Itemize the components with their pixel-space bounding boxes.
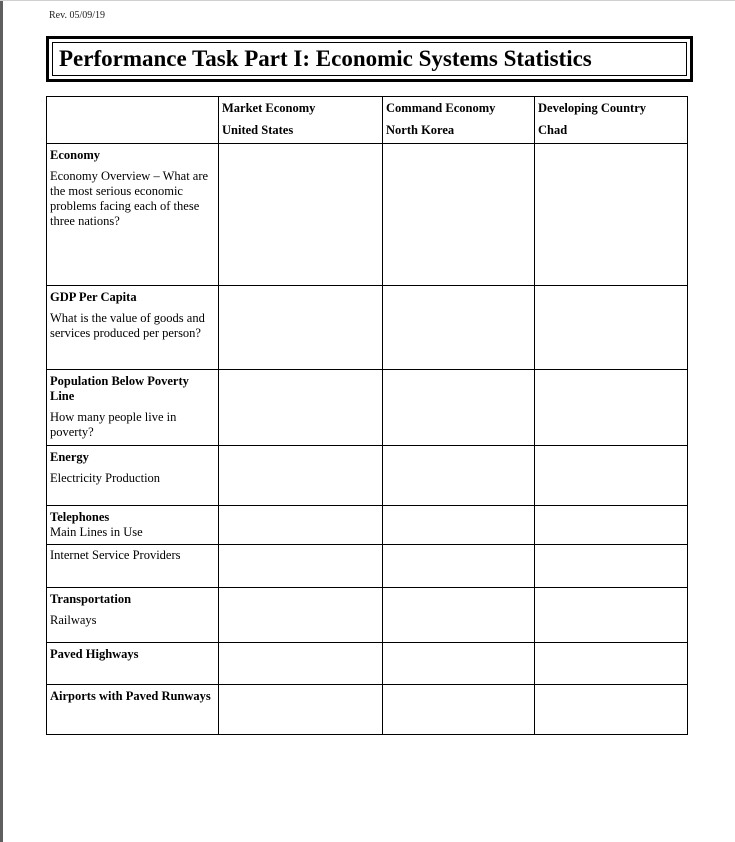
answer-cell-developing[interactable] bbox=[535, 506, 688, 545]
title-box bbox=[46, 36, 693, 82]
answer-cell-command[interactable] bbox=[383, 286, 535, 370]
column-country: Chad bbox=[538, 123, 568, 137]
answer-cell-developing[interactable] bbox=[535, 144, 688, 286]
answer-cell-command[interactable] bbox=[383, 370, 535, 446]
answer-cell-market[interactable] bbox=[219, 588, 383, 643]
row-label-cell bbox=[47, 370, 219, 446]
table-row bbox=[47, 545, 688, 588]
table-row bbox=[47, 446, 688, 506]
row-label-cell bbox=[47, 685, 219, 735]
answer-cell-command[interactable] bbox=[383, 446, 535, 506]
row-label-cell bbox=[47, 506, 219, 545]
row-label: Telephones bbox=[50, 510, 110, 524]
answer-cell-market[interactable] bbox=[219, 446, 383, 506]
revision-date: Rev. 05/09/19 bbox=[49, 10, 106, 21]
header-row bbox=[47, 97, 688, 144]
column-type: Market Economy bbox=[222, 101, 316, 115]
row-label-cell bbox=[47, 286, 219, 370]
answer-cell-command[interactable] bbox=[383, 643, 535, 685]
table-row bbox=[47, 588, 688, 643]
column-type: Developing Country bbox=[538, 101, 646, 115]
header-cell-market bbox=[219, 97, 383, 144]
row-label: Population Below Poverty Line bbox=[50, 374, 189, 403]
row-label-cell bbox=[47, 588, 219, 643]
answer-cell-developing[interactable] bbox=[535, 685, 688, 735]
answer-cell-developing[interactable] bbox=[535, 545, 688, 588]
header-cell-developing bbox=[535, 97, 688, 144]
row-label: Paved Highways bbox=[50, 647, 139, 661]
row-label-cell bbox=[47, 643, 219, 685]
row-label: Airports with Paved Runways bbox=[50, 689, 211, 703]
answer-cell-market[interactable] bbox=[219, 370, 383, 446]
viewer-left-edge bbox=[0, 0, 3, 842]
answer-cell-market[interactable] bbox=[219, 685, 383, 735]
row-label-cell bbox=[47, 144, 219, 286]
row-label: Transportation bbox=[50, 592, 132, 606]
row-description: Internet Service Providers bbox=[50, 548, 181, 562]
table-row bbox=[47, 144, 688, 286]
table-row bbox=[47, 685, 688, 735]
header-empty-cell bbox=[47, 97, 219, 144]
table-row bbox=[47, 506, 688, 545]
page-title: Performance Task Part I: Economic Systems Statistics bbox=[52, 42, 687, 76]
row-label: GDP Per Capita bbox=[50, 290, 137, 304]
answer-cell-market[interactable] bbox=[219, 545, 383, 588]
row-description: What is the value of goods and services produced per person? bbox=[50, 311, 205, 340]
answer-cell-command[interactable] bbox=[383, 506, 535, 545]
answer-cell-market[interactable] bbox=[219, 144, 383, 286]
answer-cell-market[interactable] bbox=[219, 643, 383, 685]
table-row bbox=[47, 643, 688, 685]
table-row bbox=[47, 286, 688, 370]
row-description: How many people live in poverty? bbox=[50, 410, 177, 439]
answer-cell-command[interactable] bbox=[383, 545, 535, 588]
answer-cell-developing[interactable] bbox=[535, 588, 688, 643]
row-label-cell bbox=[47, 446, 219, 506]
row-description: Electricity Production bbox=[50, 471, 161, 485]
row-label-cell bbox=[47, 545, 219, 588]
column-country: United States bbox=[222, 123, 294, 137]
row-label: Energy bbox=[50, 450, 89, 464]
viewer-top-edge bbox=[0, 0, 735, 1]
row-description: Railways bbox=[50, 613, 97, 627]
answer-cell-developing[interactable] bbox=[535, 370, 688, 446]
statistics-table bbox=[46, 96, 688, 735]
answer-cell-developing[interactable] bbox=[535, 286, 688, 370]
answer-cell-developing[interactable] bbox=[535, 643, 688, 685]
answer-cell-market[interactable] bbox=[219, 286, 383, 370]
answer-cell-market[interactable] bbox=[219, 506, 383, 545]
row-label: Economy bbox=[50, 148, 100, 162]
row-description: Main Lines in Use bbox=[50, 525, 143, 539]
answer-cell-command[interactable] bbox=[383, 588, 535, 643]
answer-cell-developing[interactable] bbox=[535, 446, 688, 506]
column-country: North Korea bbox=[386, 123, 455, 137]
row-description: Economy Overview – What are the most serious economic problems facing each of these three nations? bbox=[50, 169, 209, 228]
answer-cell-command[interactable] bbox=[383, 144, 535, 286]
answer-cell-command[interactable] bbox=[383, 685, 535, 735]
column-type: Command Economy bbox=[386, 101, 496, 115]
header-cell-command bbox=[383, 97, 535, 144]
table-row bbox=[47, 370, 688, 446]
